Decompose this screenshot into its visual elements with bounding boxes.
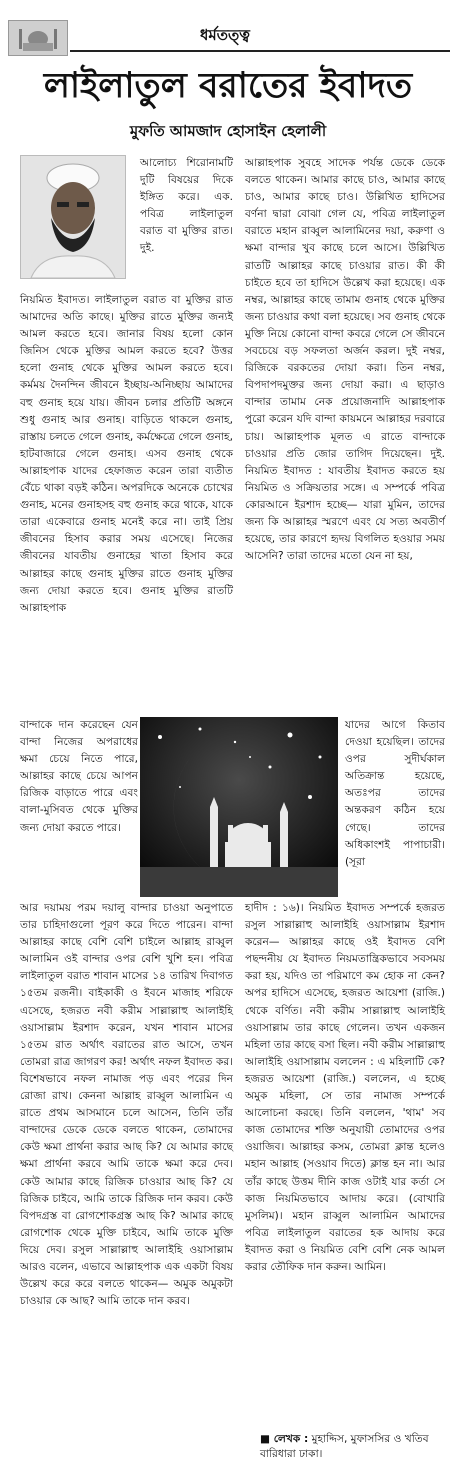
article-author: মুফতি আমজাদ হোসাইন হেলালী xyxy=(129,122,327,140)
left-bottom-text: আর দয়াময় পরম দয়ালু বান্দার চাওয়া অনুপাতে তার চাহিদাগুলো পূরণ করে দিতে পারেন। বান্দা আল্লাহর কাছে বেশি বেশি চাইলে আল্লাহ রাব্বুল আলামিন ওই বান্দার ওপর বেশি খুশি হন। পবিত্র লাইলাতুল বরাত শাবান মাসের ১৪ তারিখ দিবাগত ১৫তম রজনী। বাইকাকী ও ইবনে মাজাহ শরিফে এসেছে, হজরত নবী করীম সাল্লাল্লাহু আলাইহি ওয়াসাল্লাম ইরশাদ করেন, যখন শাবান মাসের ১৫তম রাত অর্থাৎ বরাতের রাত আসে, তখন তোমরা রাত্র জাগরণ কর! অর্থাৎ নফল ইবাদত কর। বিশেষভাবে নফল নামাজ পড় এবং পরের দিন রোজা রাখ। কেননা আল্লাহ রাব্বুল আলামিন এ রাতে প্রথম আসমানে চলে আসেন, তিনি তাঁর বান্দাদের ডেকে ডেকে বলতে থাকেন, তোমাদের কেউ ক্ষমা প্রার্থনা করার আছ কি? যে আমার কাছে ক্ষমা প্রার্থনা করবে আমি তাকে ক্ষমা করে দেব। কেউ আমার কাছে রিজিক চাওয়ার আছ কি? যে রিজিক চাইবে, আমি তাকে রিজিক দান করব। কেউ বিপদগ্রস্ত বা রোগশোকগ্রস্ত আছ কি? আমার কাছে রোগশোক থেকে মুক্তি চাইবে, আমি তাকে মুক্তি দিয়ে দেব। রসুল সাল্লাল্লাহু আলাইহি ওয়াসাল্লাম আরও বলেন, এভাবে আল্লাহপাক এক একটা বিষয় উল্লেখ করে করে বলতে থাকেন— অমুক অমুকটা চাওয়ার কে আছ? আমি তাকে দান করব। xyxy=(20,902,233,1308)
left-bottom-column xyxy=(20,900,233,1310)
left-column-text: নিয়মিত ইবাদত। লাইলাতুল বরাত বা মুক্তির রাত আমাদের অতি কাছে। মুক্তির রাতে মুক্তির জন্যই আমল করতে হবে। জানার বিষয় হলো কোন জিনিস থেকে মুক্তির আমল করতে হবে? উত্তর হলো গুনাহ থেকে মুক্তির আমল করতে হবে। কর্মময় দৈনন্দিন জীবনে ইচ্ছায়-অনিচ্ছায় আমাদের বহু গুনাহ হয়ে যায়। জীবন চলার প্রতিটি অঙ্গনে শুধু গুনাহ আর গুনাহ। বাড়িতে থাকলে গুনাহ, রাস্তায় চলতে গেলে গুনাহ, কর্মক্ষেত্রে গেলে গুনাহ, হাটবাজারে গেলে গুনাহ। এসব গুনাহ থেকে আল্লাহপাক যাদের হেফাজত করেন তারা ব্যতীত বেঁচে থাকা বড়ই কঠিন। অপরদিকে অনেকে চোখের গুনাহ, মনের গুনাহসহ বহু গুনাহ করে থাকে, যাকে তারা একেবারে গুনাহ মনেই করে না। তাই প্রিয় জীবনের হিসাব করার সময় এসেছে। নিজের জীবনের যাবতীয় গুনাহের খাতা হিসাব করে আল্লাহর কাছে গুনাহ মুক্তির রাতে গুনাহ মুক্তির জন্য দোয়া করতে হবে। গুনাহ মুক্তির রাতটি আল্লাহপাক xyxy=(20,294,233,614)
left-wrap-column xyxy=(20,717,138,837)
left-column xyxy=(20,292,233,617)
section-label: ধর্মতত্ত্ব xyxy=(200,26,250,44)
byline-label: ■ লেখক : xyxy=(260,1433,309,1445)
section-header xyxy=(0,0,456,60)
intro-text: আলোচ্য শিরোনামটি দুটি বিষয়ের দিকে ইঙ্গিত করে। এক. পবিত্র লাইলাতুল বরাত বা মুক্তির রাত। দুই. xyxy=(140,157,233,255)
author-byline xyxy=(260,1432,450,1462)
right-wrap-column xyxy=(345,717,445,871)
author-photo xyxy=(20,155,126,279)
right-wrap-text: যাদের আগে কিতাব দেওয়া হয়েছিল। তাদের ওপর সুদীর্ঘকাল অতিক্রান্ত হয়েছে, অতঃপর তাদের অন্তকরণ কঠিন হয়ে গেছে। তাদের অধিকাংশই পাপাচারী। (সূরা xyxy=(345,719,445,868)
right-column-text: আল্লাহপাক সুবহে সাদেক পর্যন্ত ডেকে ডেকে বলতে থাকেন। আমার কাছে চাও, আমার কাছে চাও, আমার কাছে চাও। উল্লিখিত হাদিসের বর্ণনা দ্বারা বোঝা গেল যে, পবিত্র লাইলাতুল বরাতে মহান রাব্বুল আলামিনের দয়া, করুণা ও ক্ষমা বান্দার খুব কাছে চলে আসে। উল্লিখিত রাতটি আল্লাহর কাছে চাওয়ার রাত। কী কী চাইতে হবে তা হাদিসে উল্লেখ করা হয়েছে। এক নম্বর, আল্লাহর কাছে তামাম গুনাহ থেকে মুক্তির জন্য চাওয়ার কথা বলা হয়েছে। সব গুনাহ থেকে মুক্তি নিয়ে কোনো বান্দা কবরে গেলে সে জীবনে সবচেয়ে বড় সফলতা অর্জন করল। দুই নম্বর, রিজিকে বরকতের দোয়া করা। তিন নম্বর, বিপদাপদমুক্তর জন্য দোয়া করা। এ ছাড়াও বান্দার তামাম নেক প্রয়োজনাদি আল্লাহপাক পুরো করেন যদি বান্দা কায়মনে আল্লাহর দরবারে চায়। আল্লাহপাক মূলত এ রাতে বান্দাকে চাওয়ার প্রতি জোর তাগিদ দিয়েছেন। দুই. নিয়মিত ইবাদত : যাবতীয় ইবাদত করতে হয় নিয়মিত ও সক্রিয়তার সঙ্গে। এ সম্পর্কে পবিত্র কোরআনে ইরশাদ হচ্ছে— যারা মুমিন, তাদের জন্য কি আল্লাহর স্মরণে এবং যে সত্য অবতীর্ণ হয়েছে, তার কারণে হৃদয় বিগলিত হওয়ার সময় আসেনি? তারা তাদের মতো যেন না হয়, xyxy=(245,157,445,563)
crescent-mosque-illustration xyxy=(140,717,338,897)
left-wrap-text: বান্দাকে দান করেছেন যেন বান্দা নিজের অপরাধের ক্ষমা চেয়ে নিতে পারে, আল্লাহর কাছে চেয়ে আপন রিজিক বাড়াতে পারে এবং বালা-মুসিবত থেকে মুক্তির জন্য দোয়া করতে পারে। xyxy=(20,719,138,834)
right-bottom-text: হাদীদ : ১৬)। নিয়মিত ইবাদত সম্পর্কে হজরত রসুল সাল্লাল্লাহু আলাইহি ওয়াসাল্লাম ইরশাদ করেন— আল্লাহর কাছে ওই ইবাদত বেশি পছন্দনীয় যে ইবাদত নিয়মতান্ত্রিকভাবে সবসময় করা হয়, যদিও তা পরিমাণে কম হোক না কেন? অপর হাদিসে এসেছে, হজরত আয়েশা (রাজি.) থেকে বর্ণিত। নবী করীম সাল্লাল্লাহু আলাইহি ওয়াসাল্লাম তার কাছে গেলেন। তখন একজন মহিলা তার কাছে বসা ছিল। নবী করীম সাল্লাল্লাহু আলাইহি ওয়াসাল্লাম বললেন : এ মহিলাটি কে? হজরত আয়েশা (রাজি.) বললেন, এ হচ্ছে অমুক মহিলা, সে তার নামাজ সম্পর্কে আলোচনা করছে। তিনি বললেন, 'থাম' সব কাজ তোমাদের শক্তি অনুযায়ী তোমাদের ওপর ওয়াজিব। আল্লাহর কসম, তোমরা ক্লান্ত হলেও মহান আল্লাহ (সওয়াব দিতে) ক্লান্ত হন না। আর তাঁর কাছে উত্তম দীনি কাজ ওটাই যার কর্তা সে কাজ নিয়মিতভাবে আদায় করে। (বোখারি মুসলিম)। মহান রাব্বুল আলামিন আমাদের পবিত্র লাইলাতুল বরাতের হক আদায় করে ইবাদত করা ও নিয়মিত বেশি বেশি নেক আমল করার তৌফিক দান করুন। আমিন। xyxy=(245,902,445,1273)
intro-paragraph xyxy=(140,155,233,258)
article-title: লাইলাতুল বরাতের ইবাদত xyxy=(43,66,413,106)
right-column xyxy=(245,155,445,565)
mosque-thumbnail-icon xyxy=(8,20,68,56)
header-divider xyxy=(70,50,450,52)
byline-text: মুহাদ্দিস, মুফাসসির ও খতিব বারিধারা ঢাকা। xyxy=(260,1433,429,1460)
right-bottom-column xyxy=(245,900,445,1276)
